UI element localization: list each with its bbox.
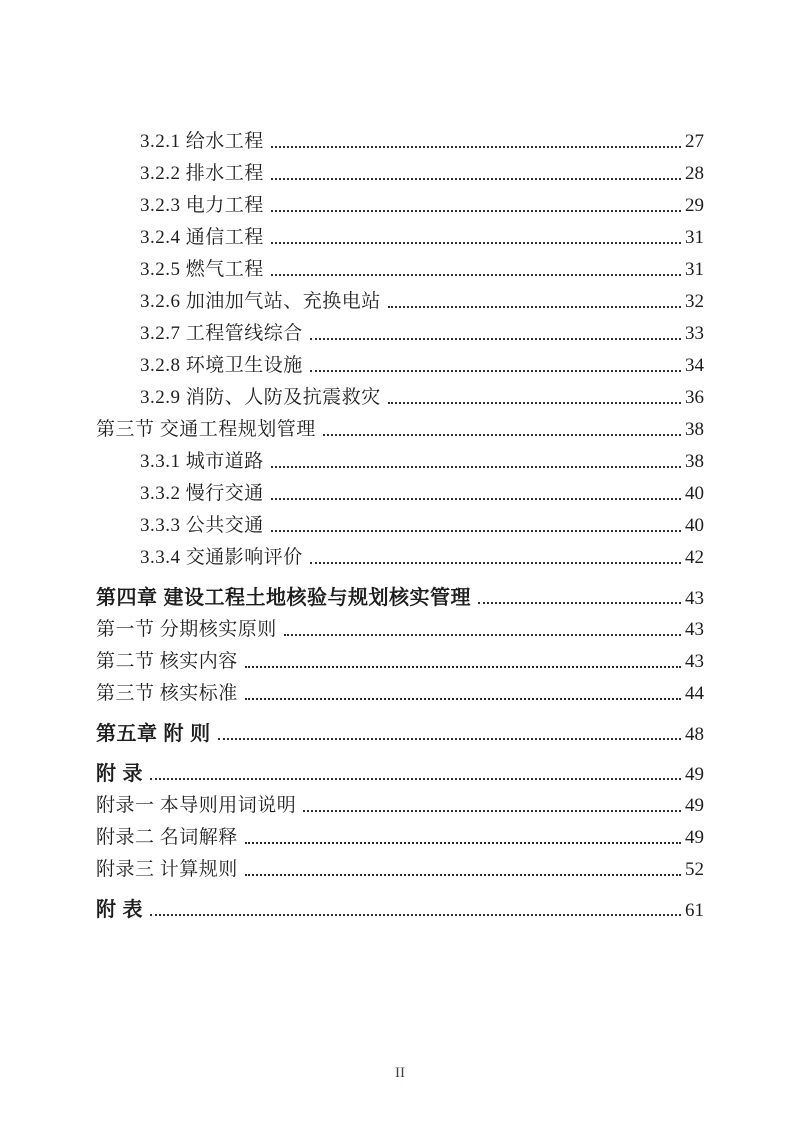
toc-entry-label: 3.2.1 给水工程 bbox=[140, 131, 264, 152]
toc-entry-label: 附 表 bbox=[96, 899, 144, 921]
toc-entry-page: 49 bbox=[685, 764, 704, 785]
toc-entry-page: 43 bbox=[685, 588, 704, 609]
toc-entry-page: 38 bbox=[685, 451, 704, 472]
toc-entry-page: 48 bbox=[685, 724, 704, 745]
toc-entry bbox=[96, 542, 704, 574]
dot-leader bbox=[271, 210, 681, 212]
dot-leader bbox=[271, 242, 681, 244]
toc-entry bbox=[96, 854, 704, 886]
toc-entry-label: 第三节 交通工程规划管理 bbox=[96, 419, 316, 440]
dot-leader bbox=[303, 810, 681, 812]
toc-entry bbox=[96, 126, 704, 158]
toc-entry-label: 3.2.9 消防、人防及抗震救灾 bbox=[140, 387, 381, 408]
toc-entry-page: 49 bbox=[685, 827, 704, 848]
dot-leader bbox=[245, 698, 681, 700]
toc-entry-label: 3.2.4 通信工程 bbox=[140, 227, 264, 248]
toc-entry bbox=[96, 414, 704, 446]
toc-entry bbox=[96, 382, 704, 414]
toc-entry-label: 3.2.5 燃气工程 bbox=[140, 259, 264, 280]
dot-leader bbox=[271, 178, 681, 180]
toc-entry-label: 第五章 附 则 bbox=[96, 723, 211, 745]
dot-leader bbox=[310, 338, 681, 340]
toc-entry-page: 36 bbox=[685, 387, 704, 408]
dot-leader bbox=[310, 370, 681, 372]
toc-entry bbox=[96, 446, 704, 478]
dot-leader bbox=[323, 434, 681, 436]
toc-entry-page: 33 bbox=[685, 323, 704, 344]
toc-entry-page: 49 bbox=[685, 795, 704, 816]
toc-entry bbox=[96, 510, 704, 542]
toc-entry-page: 42 bbox=[685, 547, 704, 568]
toc-entry-label: 3.2.3 电力工程 bbox=[140, 195, 264, 216]
toc-entry bbox=[96, 614, 704, 646]
toc-entry-label: 3.2.7 工程管线综合 bbox=[140, 323, 303, 344]
toc-entry-page: 31 bbox=[685, 259, 704, 280]
toc-entry-page: 40 bbox=[685, 483, 704, 504]
toc-entry-page: 38 bbox=[685, 419, 704, 440]
toc-entry-page: 61 bbox=[685, 900, 704, 921]
toc-entry-label: 3.2.2 排水工程 bbox=[140, 163, 264, 184]
toc-entry-page: 27 bbox=[685, 131, 704, 152]
dot-leader bbox=[271, 146, 681, 148]
toc-entry-label: 第二节 核实内容 bbox=[96, 651, 238, 672]
toc-entry bbox=[96, 646, 704, 678]
toc-entry bbox=[96, 822, 704, 854]
toc-entry bbox=[96, 718, 704, 750]
dot-leader bbox=[150, 778, 681, 780]
toc-entry bbox=[96, 286, 704, 318]
dot-leader bbox=[245, 666, 681, 668]
dot-leader bbox=[271, 498, 681, 500]
toc-entry bbox=[96, 678, 704, 710]
toc-entry bbox=[96, 318, 704, 350]
toc-entry-label: 附录三 计算规则 bbox=[96, 859, 238, 880]
toc-entry-label: 附 录 bbox=[96, 763, 144, 785]
dot-leader bbox=[310, 562, 681, 564]
page-number-footer: II bbox=[395, 1065, 405, 1081]
dot-leader bbox=[271, 466, 681, 468]
toc-entry-page: 43 bbox=[685, 619, 704, 640]
dot-leader bbox=[245, 842, 681, 844]
toc-entry-label: 3.2.8 环境卫生设施 bbox=[140, 355, 303, 376]
toc-entry-page: 34 bbox=[685, 355, 704, 376]
toc-entry-label: 附录二 名词解释 bbox=[96, 827, 238, 848]
toc-entry-label: 3.2.6 加油加气站、充换电站 bbox=[140, 291, 381, 312]
toc-entry bbox=[96, 158, 704, 190]
toc-entry-label: 3.3.2 慢行交通 bbox=[140, 483, 264, 504]
toc-entry-label: 第一节 分期核实原则 bbox=[96, 619, 277, 640]
dot-leader bbox=[284, 634, 681, 636]
toc-entry bbox=[96, 894, 704, 926]
dot-leader bbox=[388, 402, 681, 404]
dot-leader bbox=[271, 274, 681, 276]
toc-entry-label: 3.3.1 城市道路 bbox=[140, 451, 264, 472]
dot-leader bbox=[271, 530, 681, 532]
toc-entry-label: 3.3.4 交通影响评价 bbox=[140, 547, 303, 568]
toc-entry-page: 43 bbox=[685, 651, 704, 672]
toc-entry bbox=[96, 222, 704, 254]
toc-entry-page: 31 bbox=[685, 227, 704, 248]
toc-entry-page: 28 bbox=[685, 163, 704, 184]
dot-leader bbox=[150, 914, 681, 916]
toc-entry bbox=[96, 790, 704, 822]
dot-leader bbox=[388, 306, 681, 308]
toc-entry bbox=[96, 582, 704, 614]
toc-entry bbox=[96, 190, 704, 222]
toc-entry bbox=[96, 478, 704, 510]
toc-entry-page: 40 bbox=[685, 515, 704, 536]
dot-leader bbox=[218, 738, 681, 740]
toc-entry bbox=[96, 758, 704, 790]
table-of-contents bbox=[96, 126, 704, 926]
toc-entry-page: 52 bbox=[685, 859, 704, 880]
toc-entry-label: 3.3.3 公共交通 bbox=[140, 515, 264, 536]
toc-entry-label: 第三节 核实标准 bbox=[96, 683, 238, 704]
toc-entry-page: 32 bbox=[685, 291, 704, 312]
toc-entry-label: 附录一 本导则用词说明 bbox=[96, 795, 297, 816]
toc-entry-label: 第四章 建设工程土地核验与规划核实管理 bbox=[96, 587, 472, 609]
dot-leader bbox=[245, 874, 681, 876]
toc-entry bbox=[96, 350, 704, 382]
dot-leader bbox=[478, 602, 681, 604]
toc-entry-page: 29 bbox=[685, 195, 704, 216]
toc-entry bbox=[96, 254, 704, 286]
toc-entry-page: 44 bbox=[685, 683, 704, 704]
